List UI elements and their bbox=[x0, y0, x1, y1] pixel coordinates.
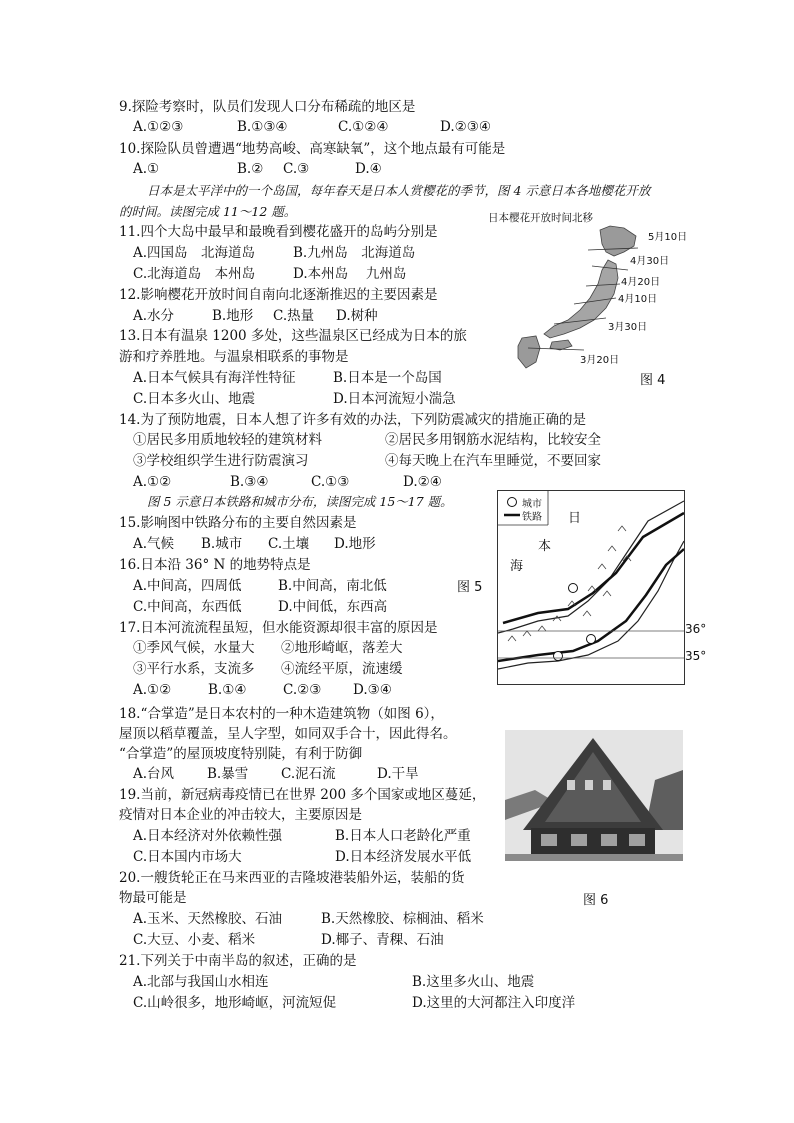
intro-11-line2: 的时间。读图完成 11～12 题。 bbox=[119, 204, 297, 219]
bloom-date-label: 4月20日 bbox=[621, 277, 661, 288]
q20-option-d[interactable]: D.椰子、青稞、石油 bbox=[321, 932, 444, 948]
q13-line2: 游和疗养胜地。与温泉相联系的事物是 bbox=[119, 349, 349, 365]
q19-option-b[interactable]: B.日本人口老龄化严重 bbox=[335, 828, 471, 844]
q20-line1: 20.一艘货轮正在马来西亚的吉隆坡港装船外运，装船的货 bbox=[119, 870, 465, 886]
q21-stem: 21.下列关于中南半岛的叙述，正确的是 bbox=[119, 953, 357, 969]
q14-statement-1: ①居民多用质地较轻的建筑材料 bbox=[133, 432, 322, 448]
q17-option-b[interactable]: B.①④ bbox=[208, 682, 247, 698]
q15-option-d[interactable]: D.地形 bbox=[334, 536, 376, 552]
q21-option-c[interactable]: C.山岭很多，地形崎岖，河流短促 bbox=[133, 995, 337, 1011]
q15-stem: 15.影响图中铁路分布的主要自然因素是 bbox=[119, 515, 357, 531]
q9-option-c[interactable]: C.①②④ bbox=[338, 119, 389, 135]
q17-statement-3: ③平行水系，支流多 bbox=[133, 661, 255, 677]
q18-option-b[interactable]: B.暴雪 bbox=[207, 766, 249, 782]
figure-4-map bbox=[488, 208, 688, 378]
q21-option-b[interactable]: B.这里多火山、地震 bbox=[412, 974, 535, 990]
q9-option-a[interactable]: A.①②③ bbox=[133, 119, 184, 135]
sea-label-3: 海 bbox=[510, 559, 524, 574]
q18-line1: 18.“合掌造”是日本农村的一种木造建筑物（如图 6）， bbox=[119, 706, 444, 722]
q13-option-d[interactable]: D.日本河流短小湍急 bbox=[333, 391, 456, 407]
q16-option-b[interactable]: B.中间高，南北低 bbox=[278, 578, 387, 594]
q18-option-a[interactable]: A.台风 bbox=[133, 766, 175, 782]
figure-6-label: 图 6 bbox=[583, 893, 609, 908]
q10-option-c[interactable]: C.③ bbox=[283, 161, 310, 177]
q16-stem: 16.日本沿 36° N 的地势特点是 bbox=[119, 557, 311, 573]
q9-option-d[interactable]: D.②③④ bbox=[440, 119, 491, 135]
q10-option-d[interactable]: D.④ bbox=[355, 161, 382, 177]
q20-option-b[interactable]: B.天然橡胶、棕榈油、稻米 bbox=[321, 911, 484, 927]
bloom-date-label: 4月10日 bbox=[618, 294, 658, 305]
q19-line1: 19.当前，新冠病毒疫情已在世界 200 多个国家或地区蔓延， bbox=[119, 787, 486, 803]
q11-option-d[interactable]: D.本州岛 九州岛 bbox=[293, 266, 407, 282]
figure-5-label: 图 5 bbox=[457, 580, 483, 595]
figure-4-label: 图 4 bbox=[640, 373, 666, 388]
q15-option-b[interactable]: B.城市 bbox=[201, 536, 243, 552]
sea-label-1: 日 bbox=[568, 511, 582, 526]
q13-option-b[interactable]: B.日本是一个岛国 bbox=[333, 370, 442, 386]
q14-statement-2: ②居民多用钢筋水泥结构，比较安全 bbox=[385, 432, 601, 448]
legend-city: 城市 bbox=[522, 499, 542, 510]
q19-option-c[interactable]: C.日本国内市场大 bbox=[133, 849, 242, 865]
q12-option-d[interactable]: D.树种 bbox=[336, 308, 378, 324]
q14-statement-3: ③学校组织学生进行防震演习 bbox=[133, 453, 309, 469]
q12-option-a[interactable]: A.水分 bbox=[133, 308, 175, 324]
gassho-house-illustration bbox=[505, 730, 683, 861]
figure-5-map bbox=[497, 490, 685, 685]
q11-option-b[interactable]: B.九州岛 北海道岛 bbox=[293, 245, 416, 261]
q15-option-a[interactable]: A.气候 bbox=[133, 536, 175, 552]
q17-statement-4: ④流经平原，流速缓 bbox=[281, 661, 403, 677]
figure-4-title: 日本樱花开放时间北移 bbox=[488, 212, 593, 224]
q10-stem: 10.探险队员曾遭遇“地势高峻、高寒缺氧”，这个地点最有可能是 bbox=[119, 141, 506, 157]
bloom-date-label: 4月30日 bbox=[630, 256, 670, 267]
q10-option-a[interactable]: A.① bbox=[133, 161, 160, 177]
q11-stem: 11.四个大岛中最早和最晚看到樱花盛开的岛屿分别是 bbox=[119, 224, 438, 240]
q14-option-b[interactable]: B.③④ bbox=[230, 474, 269, 490]
q12-stem: 12.影响樱花开放时间自南向北逐渐推迟的主要因素是 bbox=[119, 287, 438, 303]
latitude-35-label: 35° bbox=[685, 649, 707, 663]
intro-11-line1: 日本是太平洋中的一个岛国，每年春天是日本人赏樱花的季节，图 4 示意日本各地樱花开放 bbox=[147, 183, 651, 198]
q17-option-a[interactable]: A.①② bbox=[133, 682, 172, 698]
q9-option-b[interactable]: B.①③④ bbox=[237, 119, 288, 135]
q17-statement-2: ②地形崎岖，落差大 bbox=[281, 640, 403, 656]
bloom-date-label: 3月20日 bbox=[580, 355, 620, 366]
q18-option-d[interactable]: D.干旱 bbox=[377, 766, 419, 782]
q20-option-c[interactable]: C.大豆、小麦、稻米 bbox=[133, 932, 256, 948]
q20-option-a[interactable]: A.玉米、天然橡胶、石油 bbox=[133, 911, 283, 927]
q11-option-a[interactable]: A.四国岛 北海道岛 bbox=[133, 245, 256, 261]
q14-option-a[interactable]: A.①② bbox=[133, 474, 172, 490]
q17-statement-1: ①季风气候，水量大 bbox=[133, 640, 255, 656]
q20-line2: 物最可能是 bbox=[119, 890, 187, 906]
sea-label-2: 本 bbox=[538, 539, 552, 554]
q17-option-d[interactable]: D.③④ bbox=[353, 682, 392, 698]
q21-option-d[interactable]: D.这里的大河都注入印度洋 bbox=[412, 995, 576, 1011]
q13-line1: 13.日本有温泉 1200 多处，这些温泉区已经成为日本的旅 bbox=[119, 328, 467, 344]
q19-option-a[interactable]: A.日本经济对外依赖性强 bbox=[133, 828, 283, 844]
latitude-36-label: 36° bbox=[685, 622, 707, 636]
q14-stem: 14.为了预防地震，日本人想了许多有效的办法，下列防震减灾的措施正确的是 bbox=[119, 412, 586, 428]
q13-option-c[interactable]: C.日本多火山、地震 bbox=[133, 391, 256, 407]
figure-6-photo bbox=[505, 730, 683, 861]
q17-stem: 17.日本河流流程虽短，但水能资源却很丰富的原因是 bbox=[119, 620, 438, 636]
q16-option-a[interactable]: A.中间高，四周低 bbox=[133, 578, 242, 594]
q16-option-c[interactable]: C.中间高，东西低 bbox=[133, 599, 242, 615]
legend-railway: 铁路 bbox=[522, 512, 542, 523]
q14-option-c[interactable]: C.①③ bbox=[311, 474, 350, 490]
q16-option-d[interactable]: D.中间低，东西高 bbox=[278, 599, 388, 615]
bloom-date-label: 5月10日 bbox=[648, 232, 688, 243]
q14-statement-4: ④每天晚上在汽车里睡觉，不要回家 bbox=[385, 453, 601, 469]
q19-line2: 疫情对日本企业的冲击较大，主要原因是 bbox=[119, 807, 362, 823]
q12-option-c[interactable]: C.热量 bbox=[273, 308, 315, 324]
q12-option-b[interactable]: B.地形 bbox=[212, 308, 254, 324]
q13-option-a[interactable]: A.日本气候具有海洋性特征 bbox=[133, 370, 296, 386]
q10-option-b[interactable]: B.② bbox=[237, 161, 264, 177]
q9-stem: 9.探险考察时，队员们发现人口分布稀疏的地区是 bbox=[119, 99, 416, 115]
q14-option-d[interactable]: D.②④ bbox=[403, 474, 442, 490]
q18-line3: “合掌造”的屋顶坡度特别陡，有利于防御 bbox=[119, 746, 363, 762]
q15-option-c[interactable]: C.土壤 bbox=[268, 536, 310, 552]
intro-15: 图 5 示意日本铁路和城市分布，读图完成 15～17 题。 bbox=[147, 494, 453, 509]
q11-option-c[interactable]: C.北海道岛 本州岛 bbox=[133, 266, 256, 282]
bloom-date-label: 3月30日 bbox=[608, 322, 648, 333]
q18-line2: 屋顶以稻草覆盖，呈人字型，如同双手合十，因此得名。 bbox=[119, 726, 457, 742]
q19-option-d[interactable]: D.日本经济发展水平低 bbox=[335, 849, 472, 865]
q21-option-a[interactable]: A.北部与我国山水相连 bbox=[133, 974, 269, 990]
q18-option-c[interactable]: C.泥石流 bbox=[281, 766, 336, 782]
q17-option-c[interactable]: C.②③ bbox=[283, 682, 322, 698]
